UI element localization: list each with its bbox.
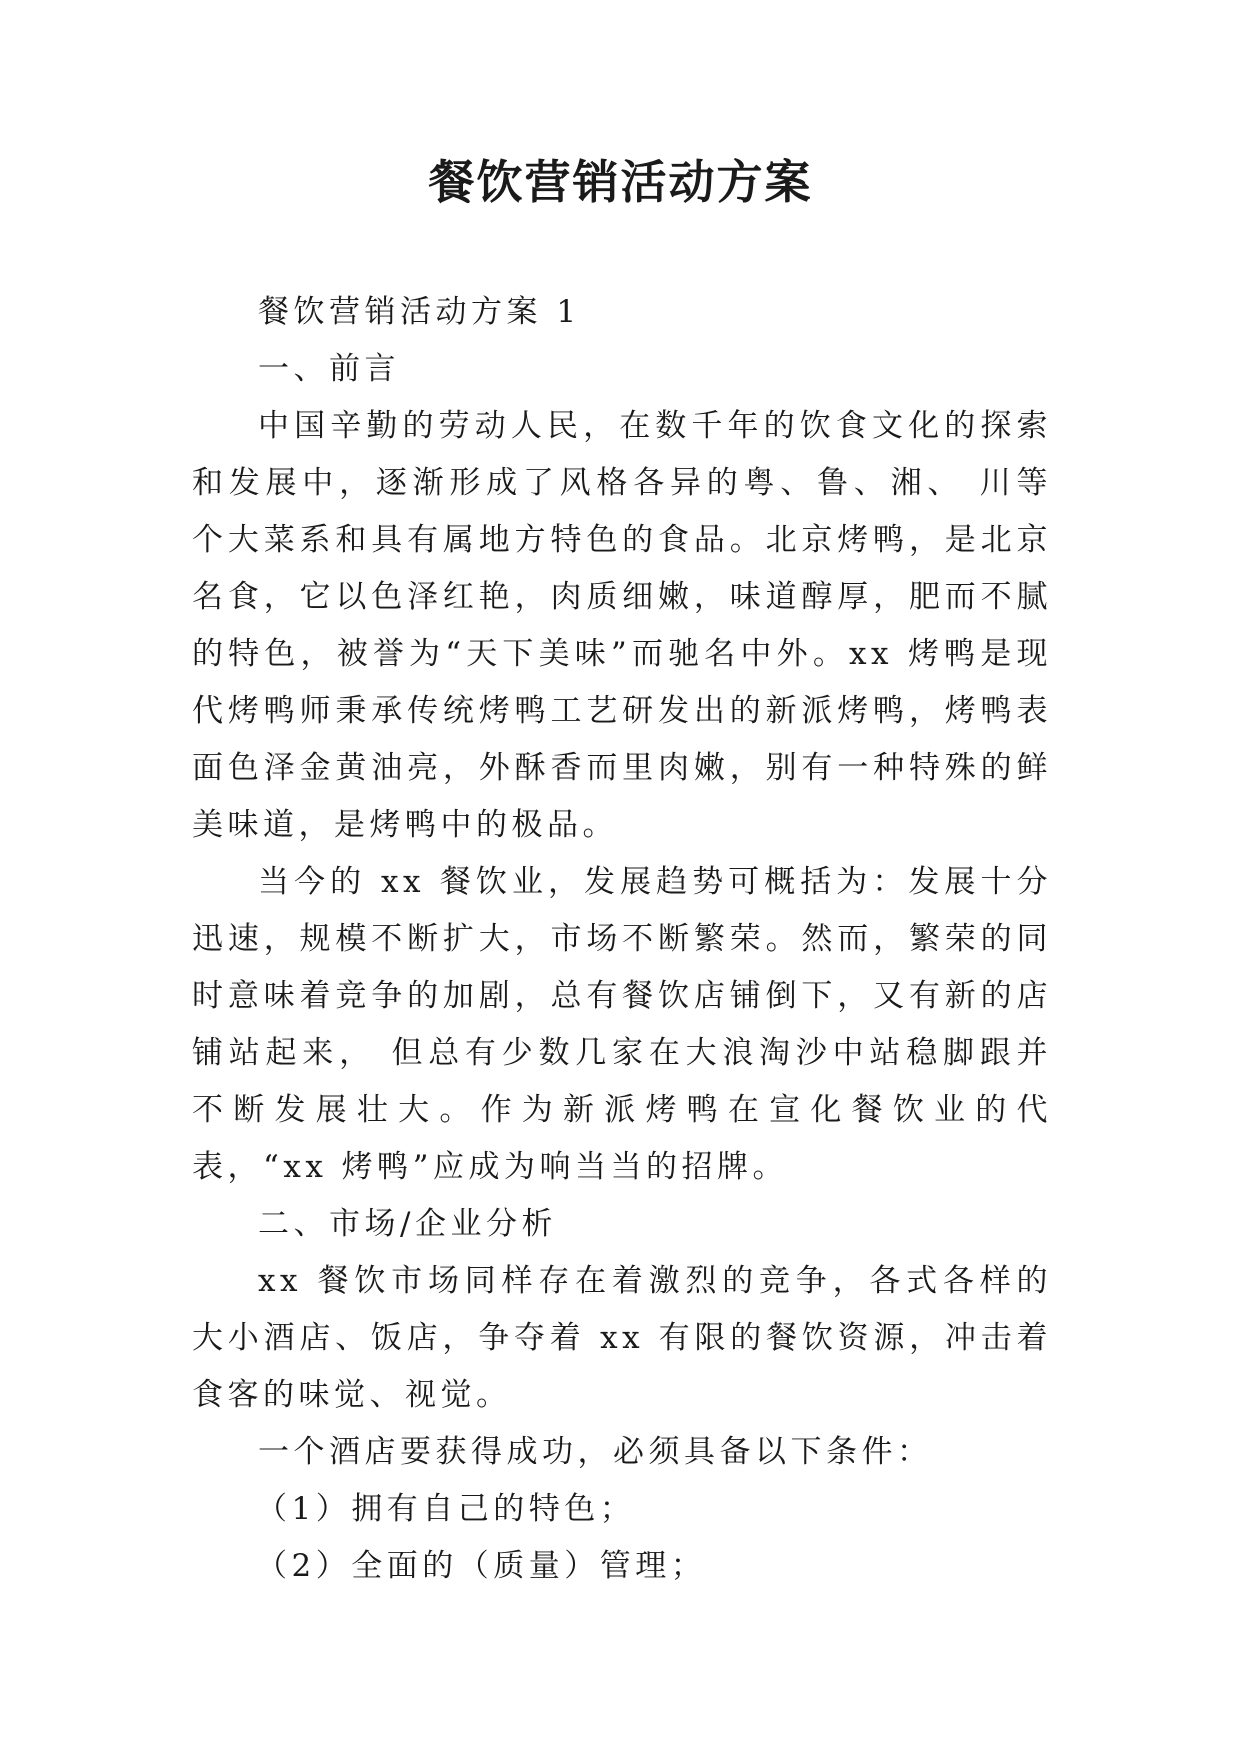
section-heading: 二、市场/企业分析 xyxy=(258,1206,557,1242)
document-title: 餐饮营销活动方案 xyxy=(428,155,813,209)
body-paragraph: 中国辛勤的劳动人民，在数千年的饮食文化的探索和发展中，逐渐形成了风格各异的粤、鲁、湘、 川等个大菜系和具有属地方特色的食品。北京烤鸭，是北京名食，它以色泽红艳，肉质细嫩，味道醇厚，肥而不腻的特色，被誉为“天下美味”而驰名中外。xx 烤鸭是现代烤鸭师秉承传统烤鸭工艺研发出的新派烤鸭，烤鸭表面色泽金黄油亮，外酥香而里肉嫩，别有一种特殊的鲜美味道，是烤鸭中的极品。 xyxy=(192,408,1052,843)
list-item: （2）全面的（质量）管理； xyxy=(256,1548,707,1584)
body-paragraph: xx 餐饮市场同样存在着激烈的竞争，各式各样的大小酒店、饭店，争夺着 xx 有限的餐饮资源，冲击着食客的味觉、视觉。 xyxy=(192,1263,1052,1413)
body-paragraph: 一个酒店要获得成功，必须具备以下条件： xyxy=(258,1434,933,1470)
section-heading: 餐饮营销活动方案 1 xyxy=(258,294,581,330)
document-body xyxy=(192,284,1052,1595)
body-paragraph: 当今的 xx 餐饮业，发展趋势可概括为：发展十分迅速，规模不断扩大，市场不断繁荣。然而，繁荣的同时意味着竞争的加剧，总有餐饮店铺倒下，又有新的店铺站起来， 但总有少数几家在大浪淘沙中站稳脚跟并不断发展壮大。作为新派烤鸭在宣化餐饮业的代表，“xx 烤鸭”应成为响当当的招牌。 xyxy=(192,864,1052,1185)
section-heading: 一、前言 xyxy=(258,351,400,387)
list-item: （1）拥有自己的特色； xyxy=(256,1491,636,1527)
